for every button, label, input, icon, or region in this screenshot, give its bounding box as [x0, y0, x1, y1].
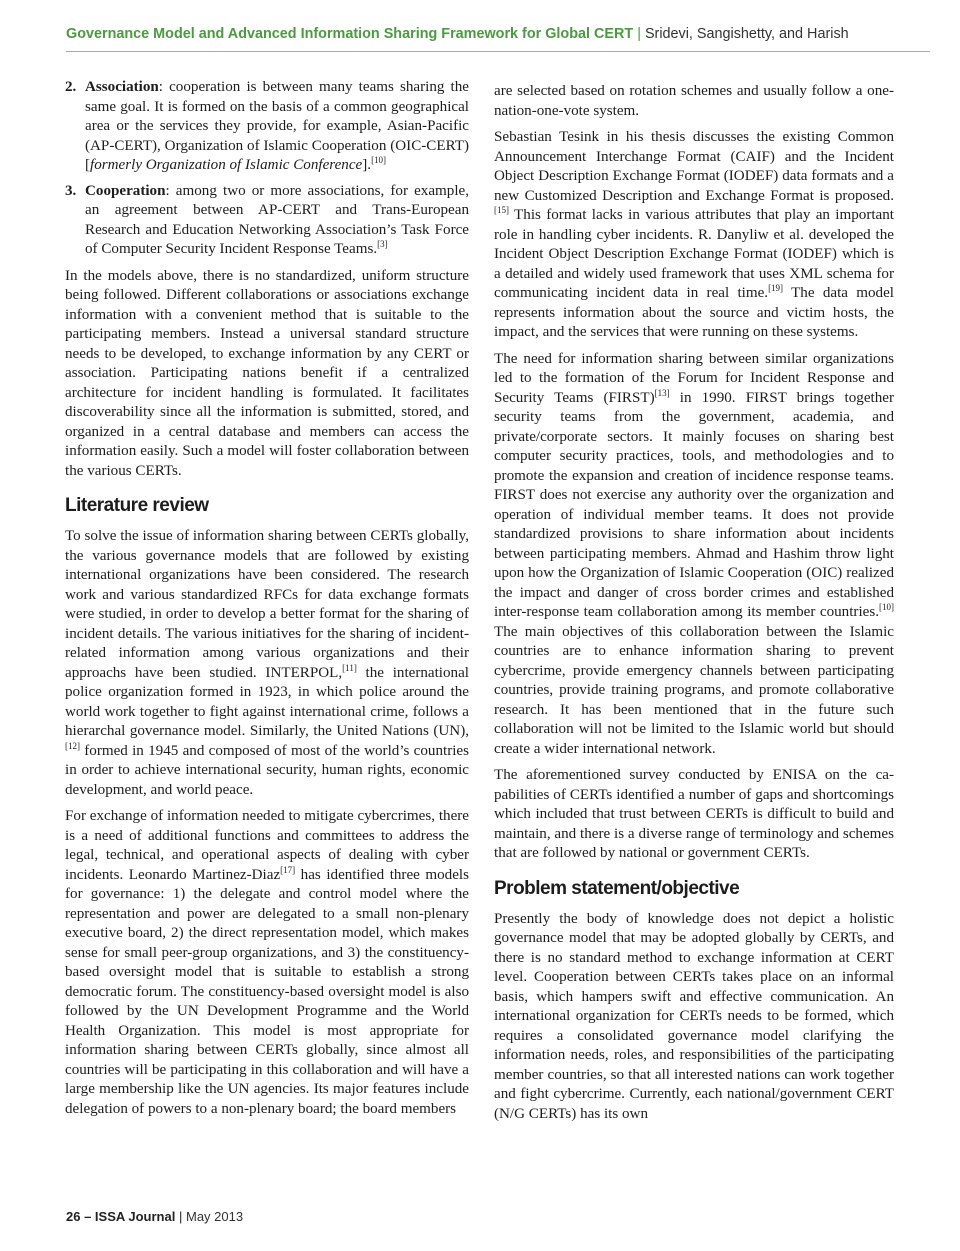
- running-header: [66, 24, 930, 44]
- citation-ref: [3]: [377, 239, 388, 249]
- left-column: [65, 78, 469, 1126]
- paragraph-problem: Presently the body of knowledge does not depict a holistic governance model that may be adopted globally by CERTs, and there is no standard method to exchange information at CERT level. Cooperation between CERTs takes place on an informal basis, which hampers swift and effective communication. An international organization for CERTs needs to be formed, which requires a consolidated governance model clarifying the information needs, roles, and responsibilities of the participating member countries, so that all interested nations can work together and fight cybercrime. Currently, each national/government CERT (N/G CERTs) has its own: [494, 910, 894, 1122]
- citation-ref: [15]: [494, 205, 509, 215]
- article-authors: Sridevi, Sangishetty, and Harish: [644, 26, 849, 42]
- list-item-association: [65, 78, 469, 176]
- paragraph-enisa: The aforementioned survey conducted by ENISA on the capabilities of CERTs identified a number of gaps and shortcomings which included that trust between CERTs is difficult to build and maintain, and there is a diverse range of terminology and schemes that are followed by national or government CERTs.: [494, 767, 894, 861]
- heading-problem-statement: Problem statement/objective: [494, 877, 740, 899]
- citation-ref: [19]: [768, 283, 784, 293]
- header-rule: [66, 51, 930, 52]
- list-text-end: ].: [362, 157, 372, 173]
- paragraph-first: The need for information sharing between similar organizations led to the formation of the Forum for Incident Response and Security Teams (FIRST)[13] in 1990. FIRST brings together security teams from the government, academia, and private/corporate sectors. It mainly focuses on sharing best computer security practices, tools, and methodologies and to promote the expansion and creation of incidence response teams. FIRST does not exercise any authority over the organization and operation of individual member teams. It does not provide standardized provisions to share information about incidents between participating members. Ahmad and Hashim throw light upon how the Organization of Islamic Cooperation (OIC) realized the impact and danger of cross border crimes and established inter-response team collaboration among its member countries.[10] The main objectives of this collaboration between the Islamic countries are to enhance information sharing to prevent cybercrime, provide emergency channels between participating countries, provide training programs, and promote collaborative research. It has been mentioned that in the future such collaboration will not be limited to the Islamic world but should create a wider international network.: [494, 350, 894, 757]
- paragraph-models: In the models above, there is no standardized, uniform structure being followed. Different collaborations or associations exchange information with a convenient method that is suitable to the participating members. Instead a universal standard structure needs to be developed, to exchange information by any CERT or association. Participating nations benefit if a centralized architecture for incident handling is formulated. It facilitates discoverability since all the information is submitted, stored, and organized in a central database and members can access the information easily. Such a model will foster collaboration between the various CERTs.: [65, 267, 469, 479]
- paragraph-continued: are selected based on rotation schemes and usually follow a one-nation-one-vote system.: [494, 83, 894, 119]
- article-title: Governance Model and Advanced Information Sharing Framework for Global CERT: [66, 26, 634, 42]
- list-text: : among two or more associations, for example, an agreement between AP-CERT and Trans-European Research and Education Networking Association’s Task Force of Computer Security Incident Response Teams.: [85, 182, 469, 257]
- running-footer: [66, 1209, 243, 1224]
- citation-ref: [10]: [371, 155, 387, 165]
- header-separator: |: [637, 26, 641, 42]
- citation-ref: [10]: [879, 602, 894, 612]
- citation-ref: [13]: [654, 387, 670, 398]
- list-item-cooperation: [65, 182, 469, 260]
- right-column: [494, 82, 894, 1131]
- list-number: 2.: [65, 79, 77, 95]
- footer-issue: May 2013: [185, 1209, 244, 1224]
- footer-page-label: 26 – ISSA Journal: [66, 1209, 176, 1224]
- list-italic-text: formerly Organization of Islamic Conference: [90, 157, 363, 173]
- citation-ref: [17]: [280, 864, 296, 875]
- governance-model-list: [65, 78, 469, 260]
- list-number: 3.: [65, 182, 77, 199]
- paragraph-literature: To solve the issue of information sharing between CERTs globally, the various governance models that are followed by existing international organizations have been considered. The research work and various standardized RFCs for data exchange formats were studied, in order to develop a better format for the sharing of incident details. The various initiatives for the sharing of incident-related information among various organizations and their approachs have been studied. INTERPOL,[11] the international police organization formed in 1923, in which police around the world work together to fight against international crime, follows a hierarchal governance model. Similarly, the United Nations (UN),[12] formed in 1945 and composed of most of the world’s countries in order to achieve international security, human rights, economic development, and world peace.: [65, 528, 469, 798]
- paragraph-exchange: For exchange of information needed to mitigate cybercrimes, there is a need of additional functions and committees to address the legal, technical, and operational aspects of dealing with cyber incidents. Leonardo Martinez-Diaz[17] has identified three models for governance: 1) the delegate and control model where the representation and power are delegated to a small non-plenary executive board, 2) the direct representation model, which makes sense for small peer-group organizations, and 3) the constituency-based oversight model that is suitable to establish a strong democratic forum. The constituency-based oversight model is also followed by the UN Development Programme and the World Health Organization. This model is most appropriate for information sharing between CERTs globally, since almost all countries will be participating in this collaboration and will have a large membership like the UN agencies. Its major features include delegation of powers to a non-plenary board; the board members: [65, 808, 469, 1117]
- paragraph-tesink: Sebastian Tesink in his thesis discusses the existing Common Announcement Interchange Format (CAIF) and the Incident Object Description Exchange Format (IODEF) data formats and a new Customized Description and Exchange Format is proposed.[15] This format lacks in various attributes that play an important role in handling cyber incidents. R. Danyliw et al. developed the Incident Object Description Exchange Format (IODEF) which is a detailed and widely used framework that uses XML schema for communicating incident data in real time.[19] The data model represents information about the source and victim hosts, the impact, and the services that were running on these systems.: [494, 129, 894, 340]
- list-term: Cooperation: [85, 182, 166, 199]
- citation-ref: [11]: [342, 662, 357, 673]
- list-text: : cooperation is between many teams sharing the same goal. It is formed on the basis of a common geographical area or the services they provide, for example, Asian-Pacific (AP-CERT), Organization of Islamic Cooperation (OIC-CERT) [: [85, 79, 469, 173]
- footer-separator: |: [178, 1209, 183, 1224]
- list-term: Association: [85, 79, 159, 95]
- heading-literature-review: Literature review: [65, 495, 209, 516]
- citation-ref: [12]: [65, 740, 80, 751]
